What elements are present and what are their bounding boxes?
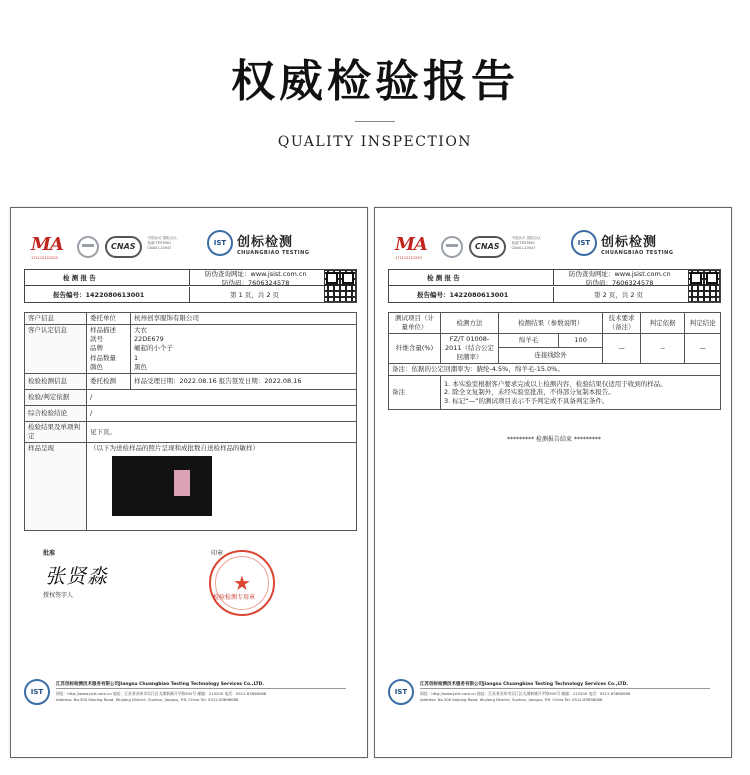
test-dates: 样品受理日期：2022.08.16 报告签发日期：2022.08.16 bbox=[131, 374, 357, 390]
label-tag bbox=[174, 470, 190, 496]
claimed-key: 品牌 bbox=[90, 344, 103, 353]
moisture-note: 备注：依据的公定回潮率为：腈纶-4.5%，绵羊毛-15.0%。 bbox=[389, 364, 721, 376]
signature: 张贤淼 bbox=[45, 564, 108, 588]
brand-name-cn: 创标检测 bbox=[601, 234, 658, 250]
brand-name-en: CHUANGBIAO TESTING bbox=[237, 249, 310, 256]
client-info-table bbox=[24, 312, 357, 531]
client-label: 客户信息 bbox=[25, 313, 87, 325]
claimed-value: 大衣 bbox=[134, 326, 147, 334]
ilac-mra-icon bbox=[77, 236, 99, 258]
verify-url-label: 防伪查询网址：www.jsist.com.cn bbox=[205, 270, 307, 278]
test-result-table bbox=[388, 312, 721, 410]
verify-url-label: 防伪查询网址：www.jsist.com.cn bbox=[569, 270, 671, 278]
report-title: 检 测 报 告 bbox=[63, 274, 96, 282]
report-header bbox=[24, 269, 357, 303]
lining-note: 连接线除外 bbox=[499, 347, 603, 363]
report-footer bbox=[388, 673, 721, 717]
conclusion-label: 综合检验结论 bbox=[25, 406, 87, 422]
accreditation-text: 中国认可 国际互认 检测 TESTING CNAS L10047 bbox=[147, 236, 177, 250]
col-header: 判定结论 bbox=[685, 313, 721, 334]
fiber-name: 绵羊毛 bbox=[499, 334, 559, 348]
hero-title: 权威检验报告 bbox=[231, 56, 519, 107]
claimed-label: 客户认定信息 bbox=[25, 325, 87, 374]
claimed-value: 1 bbox=[134, 353, 139, 362]
test-item: 纤维含量(%) bbox=[389, 334, 441, 364]
report-page-2 bbox=[374, 207, 732, 758]
page-indicator: 第 2 页，共 2 页 bbox=[594, 291, 644, 299]
col-header: 测试项目（计量单位） bbox=[389, 313, 441, 334]
report-number: 报告编号：1422080613001 bbox=[53, 291, 145, 299]
cma-logo: MA 171112121220 bbox=[395, 234, 427, 260]
cnas-logo: CNAS bbox=[105, 236, 142, 258]
ist-footer-icon: IST bbox=[24, 679, 50, 705]
page-indicator: 第 1 页，共 2 页 bbox=[230, 291, 280, 299]
company-seal bbox=[209, 550, 275, 616]
remark-line: 1. 本实验室根据客户要求完成以上检测内容，检验结果仅适用于收到的样品。 bbox=[444, 379, 667, 388]
claimed-key: 样品数量 bbox=[90, 353, 116, 362]
report-footer bbox=[24, 673, 357, 717]
ilac-mra-icon bbox=[441, 236, 463, 258]
footer-org: 江苏创标检测技术服务有限公司Jiangsu Chuangbiao Testing Technology Services Co.,LTD. bbox=[56, 682, 265, 687]
brand-name-cn: 创标检测 bbox=[237, 234, 294, 250]
claimed-key: 款号 bbox=[90, 335, 103, 344]
hero-subtitle: QUALITY INSPECTION bbox=[277, 134, 473, 150]
claimed-key: 颜色 bbox=[90, 362, 103, 371]
footer-address: 网址：http://www.jsist.com.cn 地址：江苏省苏州市吴江区太湖新城开平路300号 邮编：215200 电话：0512-63698088 bbox=[420, 691, 631, 696]
hero-divider bbox=[355, 121, 395, 122]
footer-address: 网址：http://www.jsist.com.cn 地址：江苏省苏州市吴江区太湖新城开平路300号 邮编：215200 电话：0512-63698088 bbox=[56, 691, 267, 696]
remark-label: 检验结果及单项判定 bbox=[25, 422, 87, 443]
conclusion: — bbox=[685, 334, 721, 364]
test-info-label: 检验检测信息 bbox=[25, 374, 87, 390]
fiber-value: 100 bbox=[559, 334, 603, 348]
seal-bottom-text: 检验检测专用章 bbox=[213, 594, 256, 601]
col-header: 判定依据 bbox=[641, 313, 685, 334]
remark-label: 备注 bbox=[389, 376, 441, 410]
sample-photo bbox=[112, 456, 212, 516]
report-page-1 bbox=[10, 207, 368, 758]
test-type: 委托检测 bbox=[87, 374, 131, 390]
basis-label: 检验/判定依据 bbox=[25, 390, 87, 406]
conclusion-value: / bbox=[87, 406, 357, 422]
brand-name-en: CHUANGBIAO TESTING bbox=[601, 249, 674, 256]
report-title: 检 测 报 告 bbox=[427, 274, 460, 282]
cnas-logo: CNAS bbox=[469, 236, 506, 258]
footer-address-en: Address: No.300 Kaiping Road, Wujiang District, Suzhou, Jiangsu, P.R. China Tel: 0512-63698088 bbox=[56, 697, 239, 702]
remark-value: 见下页。 bbox=[87, 422, 357, 443]
qr-code-icon bbox=[688, 270, 720, 302]
claimed-value: 黑色 bbox=[134, 362, 147, 371]
report-number: 报告编号：1422080613001 bbox=[417, 291, 509, 299]
claimed-value: 崛起的小个子 bbox=[134, 344, 173, 353]
claimed-key: 样品描述 bbox=[90, 326, 116, 334]
client-value: 杭州创享服饰有限公司 bbox=[131, 313, 357, 325]
verify-code: 防伪码：7606324578 bbox=[586, 279, 654, 287]
test-method: FZ/T 01008-2011（结合公定回潮率） bbox=[441, 334, 499, 364]
sample-label: 样品呈现 bbox=[25, 443, 87, 531]
report-header bbox=[388, 269, 721, 303]
claimed-value: 22DE679 bbox=[134, 335, 164, 344]
client-key: 委托单位 bbox=[87, 313, 131, 325]
seal-label: 印章 bbox=[211, 550, 224, 557]
verify-code: 防伪码：7606324578 bbox=[222, 279, 290, 287]
remark-line: 2. 除全文复制外，未经实验室批准，不得部分复制本报告。 bbox=[444, 388, 615, 397]
requirement: — bbox=[603, 334, 641, 364]
basis-value: / bbox=[87, 390, 357, 406]
accreditation-logos bbox=[31, 234, 178, 260]
ist-icon: IST bbox=[571, 230, 597, 256]
footer-org: 江苏创标检测技术服务有限公司Jiangsu Chuangbiao Testing Technology Services Co.,LTD. bbox=[420, 682, 629, 687]
accreditation-logos bbox=[395, 234, 542, 260]
basis: -- bbox=[641, 334, 685, 364]
accreditation-text: 中国认可 国际互认 检测 TESTING CNAS L10047 bbox=[511, 236, 541, 250]
col-header: 技术要求（备注） bbox=[603, 313, 641, 334]
ist-footer-icon: IST bbox=[388, 679, 414, 705]
star-icon: ★ bbox=[233, 571, 251, 595]
footer-address-en: Address: No.300 Kaiping Road, Wujiang District, Suzhou, Jiangsu, P.R. China Tel: 0512-63698088 bbox=[420, 697, 603, 702]
cma-logo: MA 171112121220 bbox=[31, 234, 63, 260]
qr-code-icon bbox=[324, 270, 356, 302]
brand-logo bbox=[207, 230, 309, 256]
approve-label: 批准 bbox=[43, 550, 56, 557]
brand-logo bbox=[571, 230, 673, 256]
sample-note: （以下为送检样品的照片呈现和成批数自送检样品的敏样） bbox=[90, 444, 259, 453]
col-header: 检测方法 bbox=[441, 313, 499, 334]
ist-icon: IST bbox=[207, 230, 233, 256]
col-header: 检测结果（参数说明） bbox=[499, 313, 603, 334]
signer-title: 授权签字人 bbox=[43, 592, 74, 599]
remark-line: 3. 标记“—”的测试项目表示不予判定或不具备判定条件。 bbox=[444, 396, 609, 405]
report-end-mark: ********* 检测报告结束 ********* bbox=[507, 436, 601, 443]
